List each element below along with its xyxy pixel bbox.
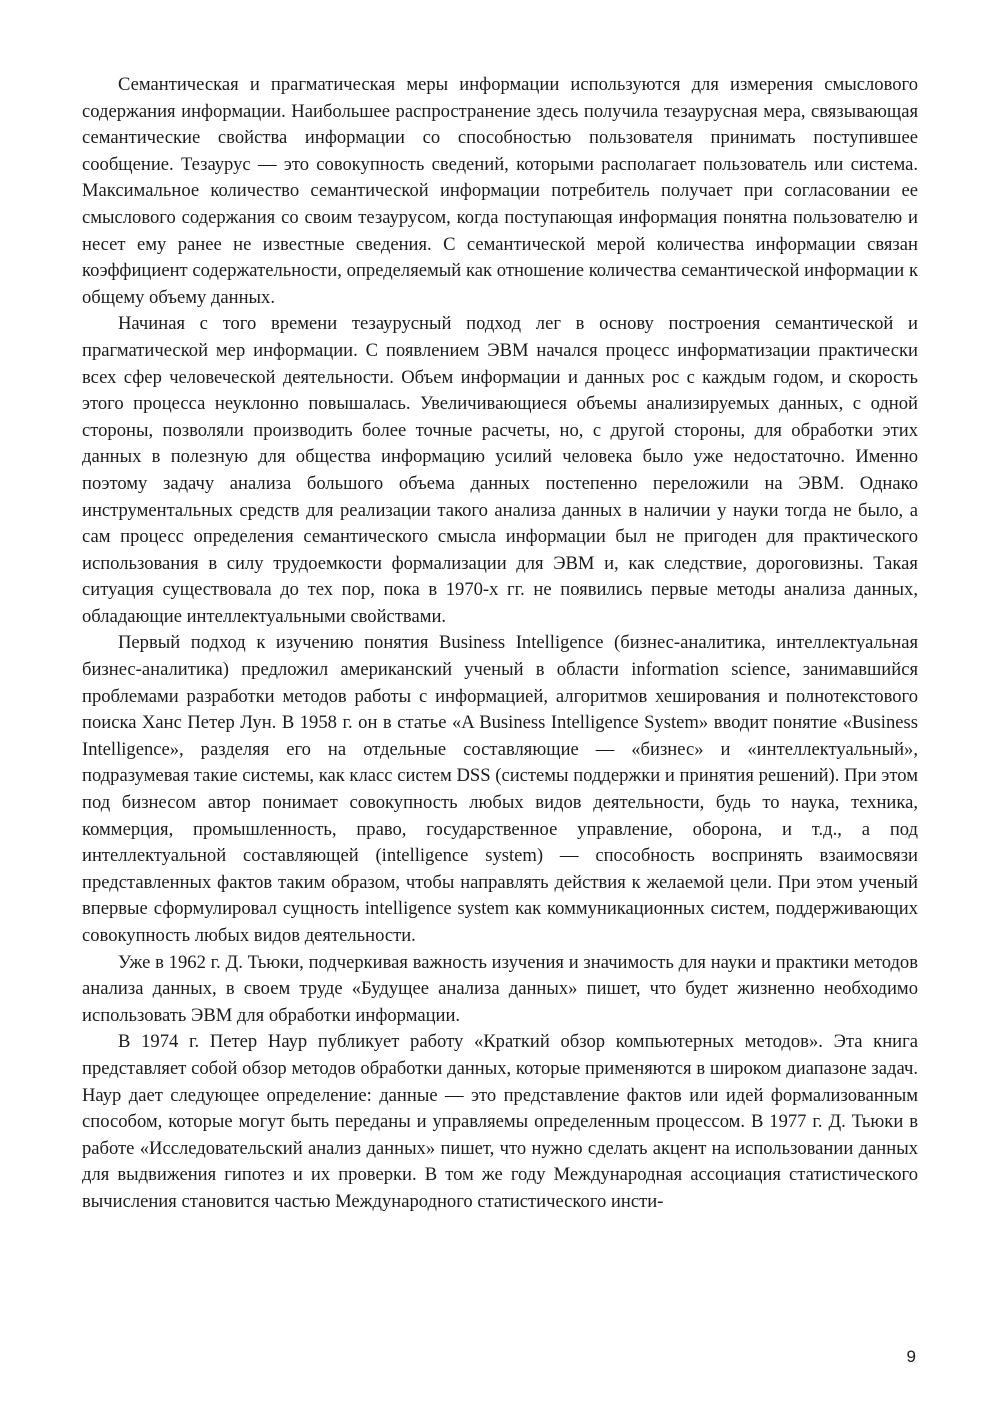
page-number: 9	[906, 1347, 916, 1366]
body-text	[82, 72, 918, 1216]
paragraph-semantic-measures: Семантическая и прагматическая меры информации используются для измерения смыслового содержания информации. Наибольшее распространение здесь получила тезаурусная мера, связывающая семантические свойства информации со способностью пользователя принимать поступившее сообщение. Тезаурус — это совокупность сведений, которыми располагает пользователь или система. Максимальное количество семантической информации потребитель получает при согласовании ее смыслового содержания со своим тезаурусом, когда поступающая информация понятна пользователю и несет ему ранее не известные сведения. С семантической мерой количества информации связан коэффициент содержательности, определяемый как отношение количества семантической информации к общему объему данных.	[82, 74, 918, 308]
paragraph-naur-1974: В 1974 г. Петер Наур публикует работу «Краткий обзор компьютерных методов». Эта книга представляет собой обзор методов обработки данных, которые применяются в широком диапазоне задач. Наур дает следующее определение: данные — это представление фактов или идей формализованным способом, которые могут быть переданы и управляемы определенным процессом. В 1977 г. Д. Тьюки в работе «Исследовательский анализ данных» пишет, что нужно сделать акцент на использовании данных для выдвижения гипотез и их проверки. В том же году Международная ассоциация статистического вычисления становится частью Международного статистического инсти-	[82, 1031, 918, 1212]
paragraph-thesaurus-approach: Начиная с того времени тезаурусный подход лег в основу построения семантической и прагматической мер информации. С появлением ЭВМ начался процесс информатизации практически всех сфер человеческой деятельности. Объем информации и данных рос с каждым годом, и скорость этого процесса неуклонно повышалась. Увеличивающиеся объемы анализируемых данных, с одной стороны, позволяли производить более точные расчеты, но, с другой стороны, для обработки этих данных в полезную для общества информацию усилий человека было уже недостаточно. Именно поэтому задачу анализа большого объема данных постепенно переложили на ЭВМ. Однако инструментальных средств для реализации такого анализа данных в наличии у науки тогда не было, а сам процесс определения семантического смысла информации был не пригоден для практического использования в силу трудоемкости формализации для ЭВМ и, как следствие, дороговизны. Такая ситуация существовала до тех пор, пока в 1970-х гг. не появились первые методы анализа данных, обладающие интеллектуальными свойствами.	[82, 313, 918, 627]
paragraph-business-intelligence: Первый подход к изучению понятия Business Intelligence (бизнес-аналитика, интеллектуальная бизнес-аналитика) предложил американский ученый в области information science, занимавшийся проблемами разработки методов работы с информацией, алгоритмов хеширования и полнотекстового поиска Ханс Петер Лун. В 1958 г. он в статье «A Business Intelligence System» вводит понятие «Business Intelligence», разделяя его на отдельные составляющие — «бизнес» и «интеллектуальный», подразумевая такие системы, как класс систем DSS (системы поддержки и принятия решений). При этом под бизнесом автор понимает совокупность любых видов деятельности, будь то наука, техника, коммерция, промышленность, право, государственное управление, оборона, и т.д., а под интеллектуальной составляющей (intelligence system) — способность воспринять взаимосвязи представленных фактов таким образом, чтобы направлять действия к желаемой цели. При этом ученый впервые сформулировал сущность intelligence system как коммуникационных систем, поддерживающих совокупность любых видов деятельности.	[82, 632, 918, 946]
paragraph-tukey-1962: Уже в 1962 г. Д. Тьюки, подчеркивая важность изучения и значимость для науки и практики методов анализа данных, в своем труде «Будущее анализа данных» пишет, что будет жизненно необходимо использовать ЭВМ для обработки информации.	[82, 951, 918, 1026]
